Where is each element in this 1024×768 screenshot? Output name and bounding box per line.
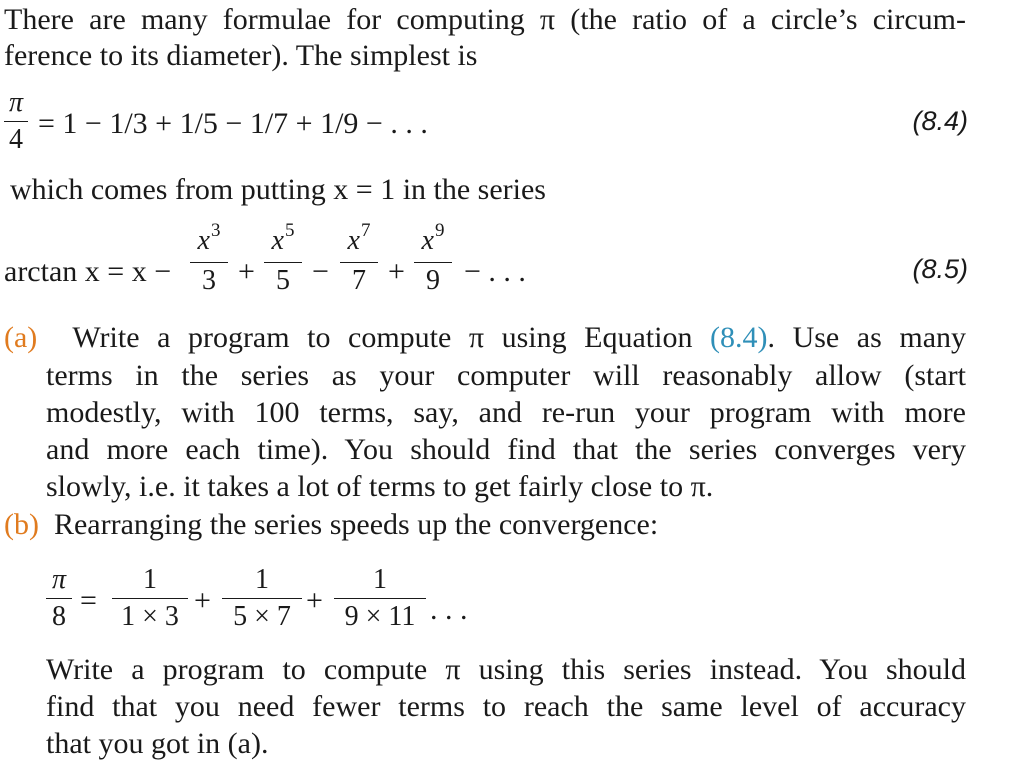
- partb-eq-sign: =: [80, 584, 97, 617]
- eq84-lhs-numerator: π: [8, 87, 24, 118]
- eq84-number: (8.4): [912, 106, 968, 136]
- eq85-term-1: $x^3$ 3: [190, 226, 228, 296]
- bridge-sentence: which comes from putting x = 1 in the series: [10, 173, 546, 206]
- part-a-line-3: modestly, with 100 terms, say, and re-run your program with more: [46, 396, 966, 429]
- eq84-lhs-denominator: 4: [9, 124, 23, 155]
- partb-lhs-fraction: π 8: [46, 565, 72, 632]
- intro-line-1: There are many formulae for computing π (the ratio of a circle’s circum-: [4, 3, 966, 36]
- partb-op-1: +: [194, 584, 211, 617]
- partb-term-1: 1 1 × 3: [112, 565, 188, 632]
- intro-line-2: ference to its diameter). The simplest is: [4, 39, 478, 72]
- eq85-op-1: +: [238, 255, 255, 288]
- part-a-line-4: and more each time). You should find that the series converges very: [46, 433, 966, 466]
- part-b-label: (b): [4, 508, 39, 541]
- eq85-op-3: +: [388, 255, 405, 288]
- partb-op-2: +: [306, 584, 323, 617]
- part-a-line-2: terms in the series as your computer will reasonably allow (start: [46, 359, 966, 392]
- partb-tail: . . .: [430, 593, 468, 626]
- part-b-line-1: (b) Rearranging the series speeds up the convergence:: [4, 508, 659, 541]
- part-b-line-3: find that you need fewer terms to reach the same level of accuracy: [46, 690, 966, 723]
- partb-term-2: 1 5 × 7: [222, 565, 302, 632]
- eq85-term-4: $x^9$ 9: [414, 226, 452, 296]
- eq85-tail: − . . .: [464, 255, 526, 288]
- part-a-label: (a): [4, 321, 38, 354]
- eq85-op-2: −: [312, 255, 329, 288]
- partb-term-3: 1 9 × 11: [334, 565, 426, 632]
- part-b-line-2: Write a program to compute π using this series instead. You should: [46, 653, 966, 686]
- eq85-term-2: $x^5$ 5: [264, 226, 302, 296]
- eq84-lhs-fraction: [4, 88, 28, 155]
- part-a-line-1: (a) Write a program to compute π using Equation (8.4). Use as many: [4, 321, 967, 354]
- eq84-rhs: = 1 − 1/3 + 1/5 − 1/7 + 1/9 − . . .: [38, 107, 428, 140]
- eq85-term-3: $x^7$ 7: [340, 226, 378, 296]
- part-a-line-5: slowly, i.e. it takes a lot of terms to get fairly close to π.: [46, 470, 714, 503]
- part-b-line-4: that you got in (a).: [46, 727, 269, 760]
- equation-ref-8-4[interactable]: (8.4): [710, 321, 768, 354]
- eq85-lhs: arctan x = x −: [4, 255, 172, 288]
- eq85-number: (8.5): [912, 254, 968, 284]
